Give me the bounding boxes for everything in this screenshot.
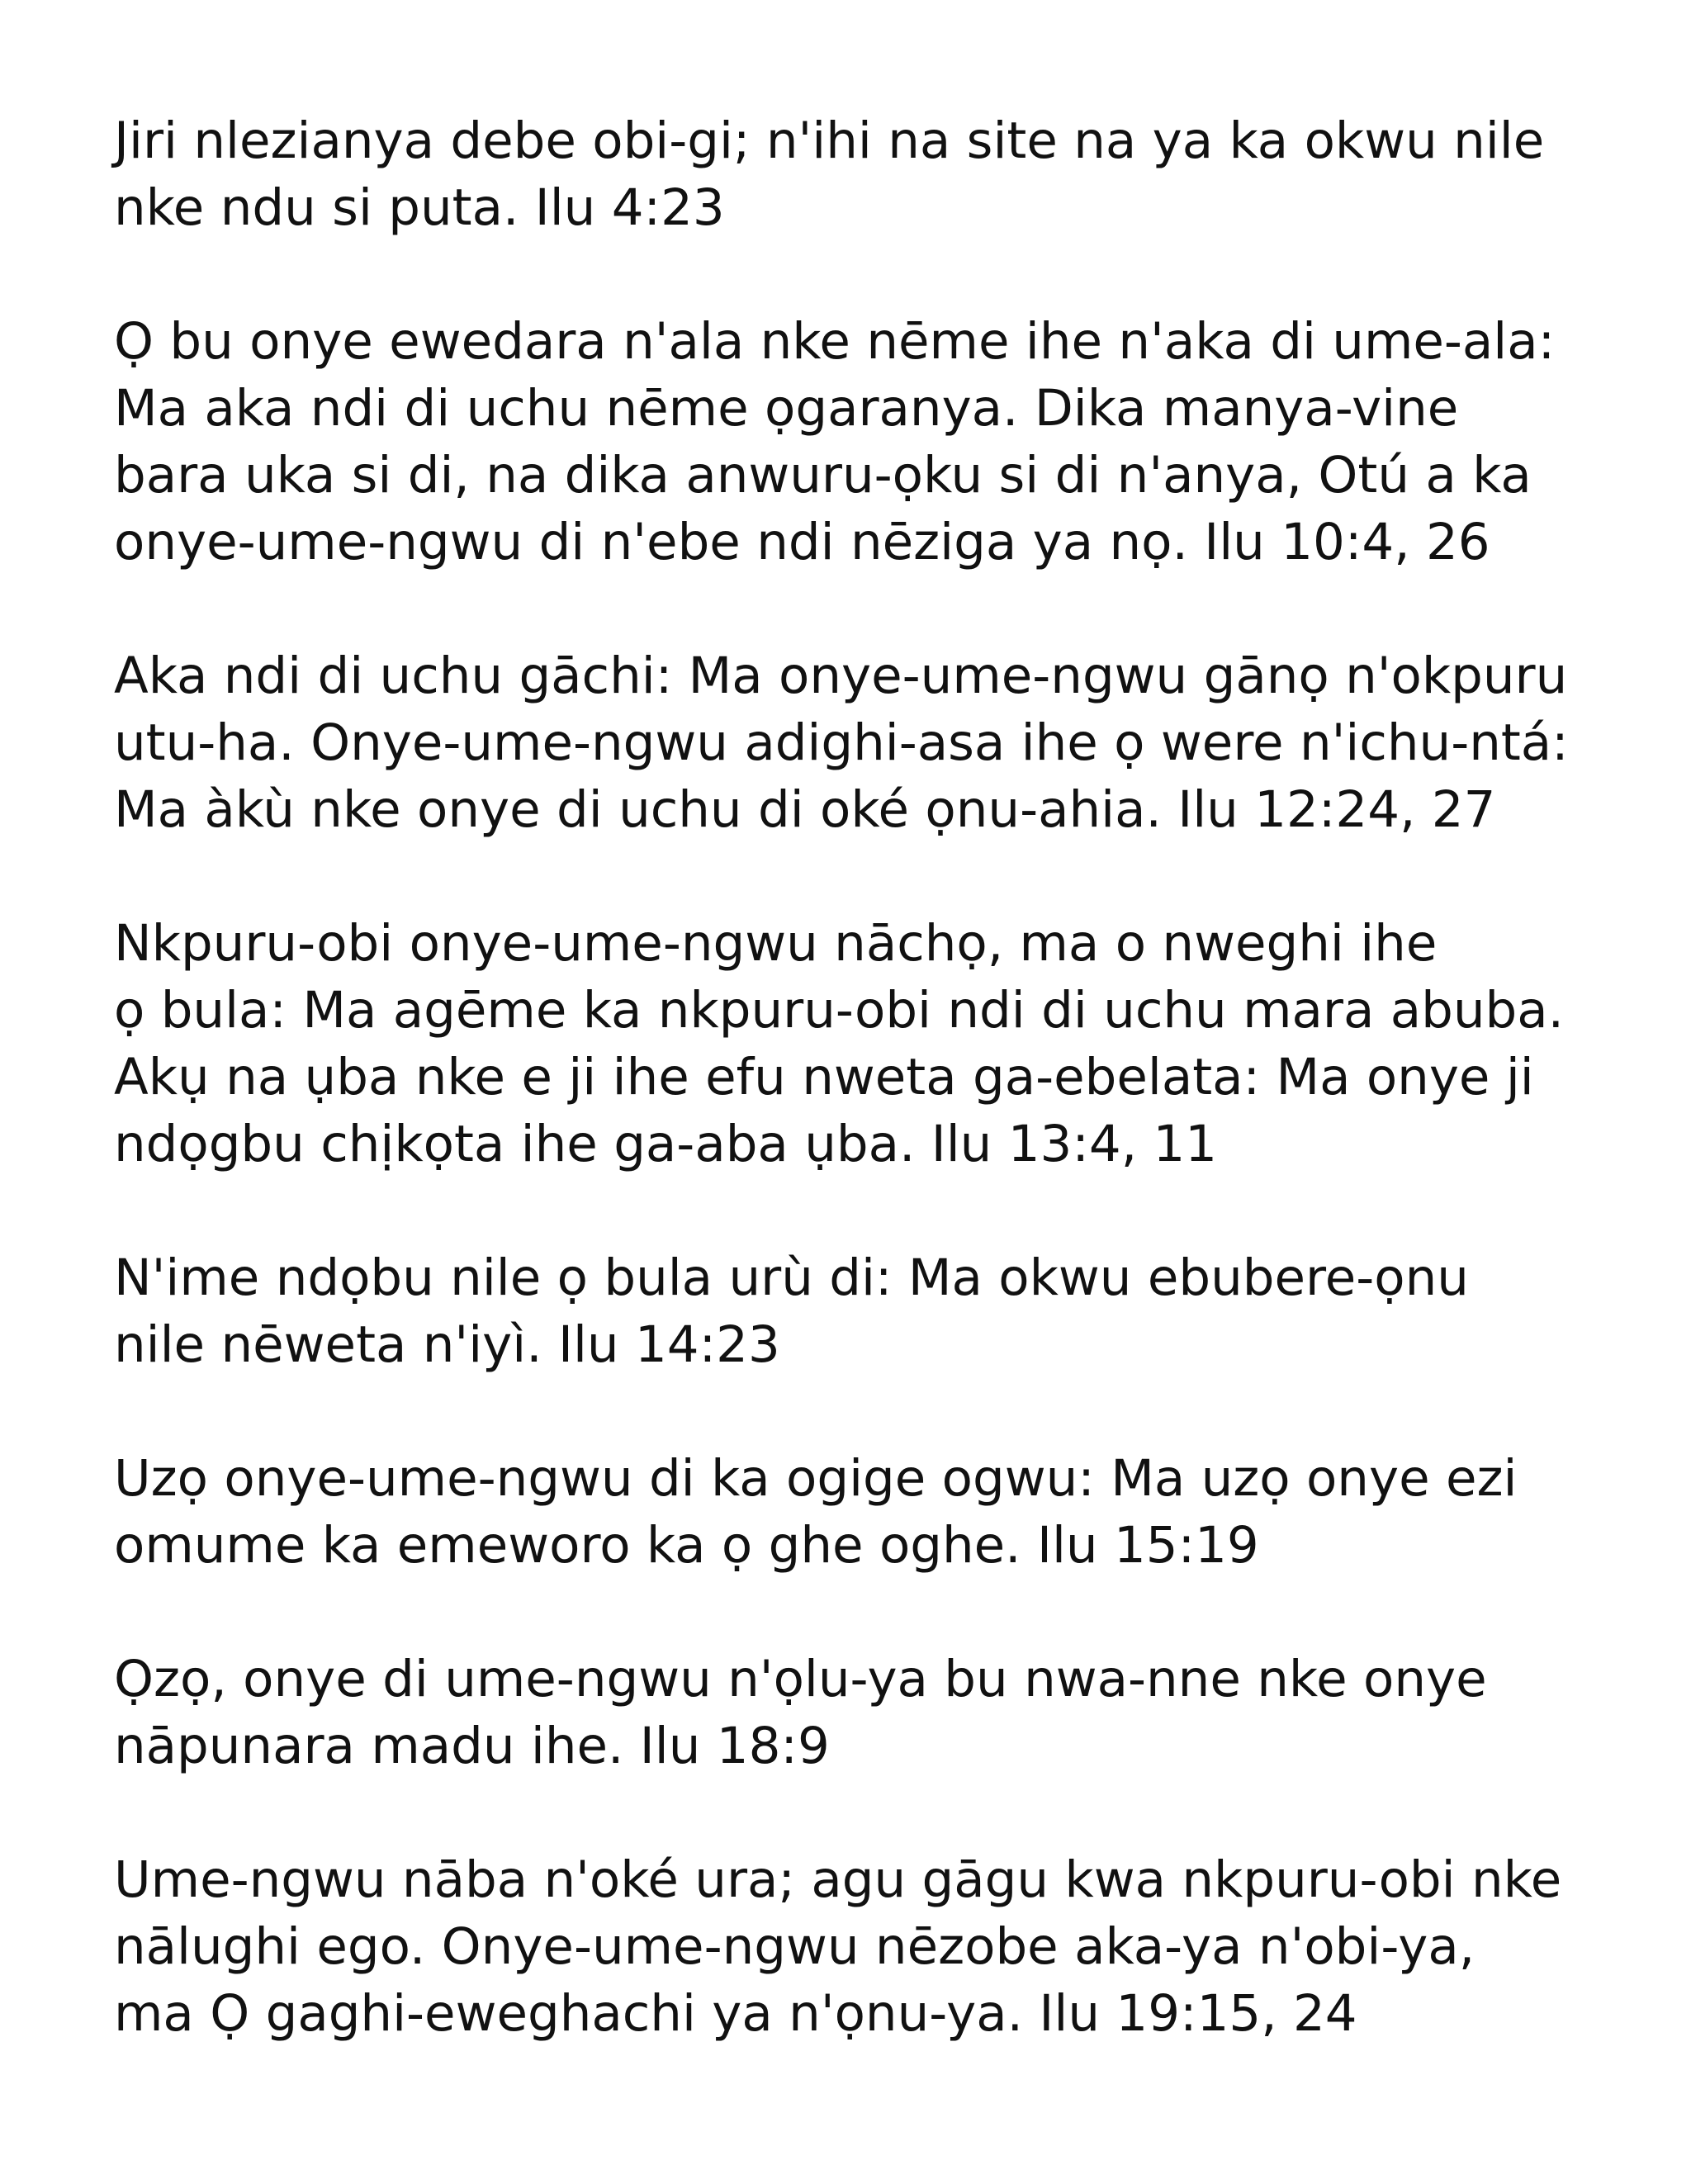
text-line: Jiri nlezianya debe obi-gi; n'ihi na site na ya ka okwu nile	[114, 111, 1545, 170]
text-line: N'ime ndọbu nile ọ bula urù di: Ma okwu ebubere-ọnu	[114, 1248, 1469, 1307]
text-line: nile nēweta n'iyì. Ilu 14:23	[114, 1315, 780, 1374]
text-line: ma Ọ gaghi-eweghachi ya n'ọnu-ya. Ilu 19:15, 24	[114, 1984, 1357, 2043]
text-line: onye-ume-ngwu di n'ebe ndi nēziga ya nọ. Ilu 10:4, 26	[114, 513, 1490, 571]
text-line: Akụ na ụba nke e ji ihe efu nweta ga-ebelata: Ma onye ji	[114, 1048, 1534, 1106]
text-line: bara uka si di, na dika anwuru-ọku si di n'anya, Otú a ka	[114, 446, 1532, 505]
paragraph	[114, 308, 1625, 576]
text-line: Aka ndi di uchu gāchi: Ma onye-ume-ngwu gānọ n'okpuru	[114, 647, 1568, 705]
text-line: utu-ha. Onye-ume-ngwu adighi-asa ihe ọ were n'ichu-ntá:	[114, 713, 1569, 772]
text-line: Ọzọ, onye di ume-ngwu n'ọlu-ya bu nwa-nne nke onye	[114, 1650, 1487, 1708]
text-line: ọ bula: Ma agēme ka nkpuru-obi ndi di uchu mara abuba.	[114, 981, 1564, 1040]
text-line: nāpunara madu ihe. Ilu 18:9	[114, 1717, 830, 1775]
paragraph	[114, 107, 1625, 241]
text-line: Nkpuru-obi onye-ume-ngwu nāchọ, ma o nweghi ihe	[114, 914, 1438, 973]
text-line: Ume-ngwu nāba n'oké ura; agu gāgu kwa nkpuru-obi nke	[114, 1850, 1562, 1909]
text-line: ndọgbu chịkọta ihe ga-aba ụba. Ilu 13:4, 11	[114, 1115, 1218, 1173]
paragraph	[114, 910, 1625, 1177]
paragraph	[114, 1244, 1625, 1378]
text-line: nālughi ego. Onye-ume-ngwu nēzobe aka-ya n'obi-ya,	[114, 1917, 1475, 1976]
text-line: Ọ bu onye ewedara n'ala nke nēme ihe n'aka di ume-ala:	[114, 312, 1556, 371]
paragraph	[114, 1846, 1625, 2047]
paragraph	[114, 1646, 1625, 1779]
text-line: omume ka emeworo ka ọ ghe oghe. Ilu 15:19	[114, 1516, 1259, 1575]
text-line: Ma àkù nke onye di uchu di oké ọnu-ahia. Ilu 12:24, 27	[114, 780, 1496, 839]
text-line: Uzọ onye-ume-ngwu di ka ogige ogwu: Ma uzọ onye ezi	[114, 1449, 1518, 1508]
text-line: Ma aka ndi di uchu nēme ọgaranya. Dika manya-vine	[114, 379, 1459, 438]
paragraph	[114, 1445, 1625, 1579]
paragraph	[114, 642, 1625, 843]
text-line: nke ndu si puta. Ilu 4:23	[114, 178, 725, 237]
